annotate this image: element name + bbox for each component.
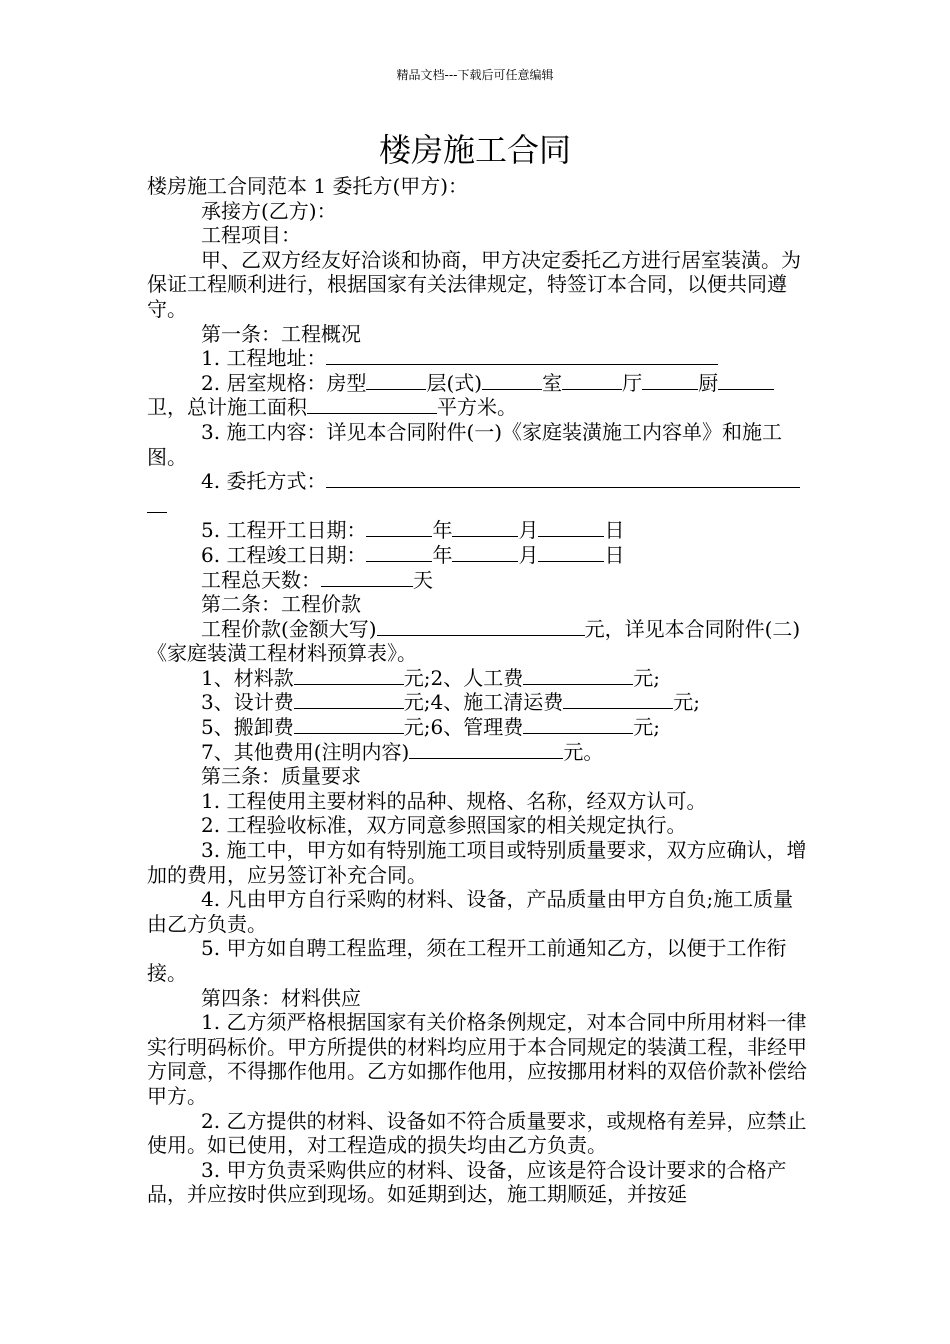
other-fee-blank[interactable] (409, 740, 563, 759)
end-date-label: 6. 工程竣工日期： (201, 542, 367, 567)
price-line (147, 617, 812, 666)
start-date-line (147, 518, 812, 543)
commission-method-line (147, 469, 812, 518)
party-a-line: 楼房施工合同范本 1 委托方(甲方)： (147, 174, 469, 198)
bath-blank[interactable] (742, 371, 774, 390)
room-label: 室 (542, 370, 563, 395)
labor-fee-label: 元;2、人工费 (403, 665, 524, 690)
header-note: 精品文档---下载后可任意编辑 (396, 68, 554, 82)
yuan-unit: 元; (673, 690, 700, 715)
fee-line-4 (147, 740, 812, 765)
room-spec-line (147, 371, 812, 420)
other-fee-label: 7、其他费用(注明内容) (201, 739, 410, 764)
work-content-line: 3. 施工内容：详见本合同附件(一)《家庭装潢施工内容单》和施工图。 (147, 419, 783, 469)
kitchen-blank[interactable] (718, 371, 742, 390)
article-1-heading: 第一条：工程概况 (201, 321, 361, 346)
article-2-heading: 第二条：工程价款 (201, 592, 361, 617)
day-label: 日 (604, 542, 625, 567)
yuan-unit: 元; (633, 665, 660, 690)
room-spec-label: 2. 居室规格：房型 (201, 370, 367, 395)
article-4-heading: 第四条：材料供应 (201, 985, 361, 1010)
design-fee-label: 3、设计费 (201, 690, 294, 715)
quality-item-1: 1. 工程使用主要材料的品种、规格、名称，经双方认可。 (201, 788, 707, 813)
end-day-blank[interactable] (538, 543, 604, 562)
area-label: 卫，总计施工面积 (147, 395, 307, 420)
room-type-blank[interactable] (366, 371, 426, 390)
material-item-3: 3. 甲方负责采购供应的材料、设备，应该是符合设计要求的合格产品，并应按时供应到现场。如延期到达，施工期顺延，并按延 (147, 1157, 787, 1207)
material-fee-label: 1、材料款 (201, 665, 294, 690)
document-title: 楼房施工合同 (378, 131, 571, 169)
end-year-blank[interactable] (366, 543, 432, 562)
total-days-line (147, 568, 812, 593)
start-year-blank[interactable] (366, 518, 432, 537)
material-item-1: 1. 乙方须严格根据国家有关价格条例规定，对本合同中所用材料一律实行明码标价。甲方所提供的材料均应用于本合同规定的装潢工程，非经甲方同意，不得挪作他用。乙方如挪作他用，应按挪用材料的双倍价款补偿给甲方。 (147, 1010, 807, 1108)
area-blank[interactable] (307, 395, 437, 414)
yuan-unit: 元; (633, 715, 660, 740)
quality-item-5: 5. 甲方如自聘工程监理，须在工程开工前通知乙方，以便于工作衔接。 (147, 936, 787, 985)
price-note: 元，详见本合同附件(二)《家庭装潢工程材料预算表》。 (147, 616, 801, 666)
days-unit: 天 (413, 567, 433, 592)
month-label: 月 (518, 518, 539, 543)
price-label: 工程价款(金额大写) (201, 616, 377, 641)
cleanup-fee-label: 元;4、施工清运费 (403, 690, 564, 715)
design-fee-blank[interactable] (294, 690, 404, 709)
project-address-blank[interactable] (326, 346, 718, 365)
quality-item-4: 4. 凡由甲方自行采购的材料、设备，产品质量由甲方自负;施工质量由乙方负责。 (147, 887, 794, 936)
management-fee-blank[interactable] (523, 715, 633, 734)
material-item-2: 2. 乙方提供的材料、设备如不符合质量要求，或规格有差异，应禁止使用。如已使用，对工程造成的损失均由乙方负责。 (147, 1108, 807, 1158)
quality-item-2: 2. 工程验收标准，双方同意参照国家的相关规定执行。 (201, 813, 687, 838)
commission-method-blank[interactable] (326, 469, 800, 488)
fee-line-1 (147, 666, 812, 691)
end-date-line (147, 543, 812, 568)
article-3-heading: 第三条：质量要求 (201, 764, 361, 789)
project-address-label: 1. 工程地址： (201, 346, 327, 371)
area-unit: 平方米。 (437, 395, 517, 420)
material-fee-blank[interactable] (294, 666, 404, 685)
start-day-blank[interactable] (538, 518, 604, 537)
fee-line-2 (147, 690, 812, 715)
quality-item-3: 3. 施工中，甲方如有特别施工项目或特别质量要求，双方应确认，增加的费用，应另签订补充合同。 (147, 838, 807, 887)
start-month-blank[interactable] (452, 518, 518, 537)
floor-blank[interactable] (482, 371, 542, 390)
total-days-label: 工程总天数： (201, 567, 321, 592)
year-label: 年 (432, 542, 453, 567)
intro-paragraph: 甲、乙双方经友好洽谈和协商，甲方决定委托乙方进行居室装潢。为保证工程顺利进行，根据国家有关法律规定，特签订本合同，以便共同遵守。 (147, 247, 801, 321)
management-fee-label: 元;6、管理费 (403, 715, 524, 740)
total-days-blank[interactable] (321, 568, 413, 587)
price-blank[interactable] (377, 617, 585, 636)
day-label: 日 (604, 518, 625, 543)
labor-fee-blank[interactable] (523, 666, 633, 685)
floor-label: 层(式) (426, 370, 483, 395)
yuan-unit: 元。 (563, 739, 604, 764)
end-month-blank[interactable] (452, 543, 518, 562)
cleanup-fee-blank[interactable] (563, 690, 673, 709)
project-line: 工程项目： (201, 223, 301, 248)
contract-body (147, 174, 812, 1207)
moving-fee-blank[interactable] (294, 715, 404, 734)
fee-line-3 (147, 715, 812, 740)
start-date-label: 5. 工程开工日期： (201, 518, 367, 543)
commission-method-blank-cont[interactable] (147, 494, 167, 513)
kitchen-label: 厨 (698, 370, 719, 395)
hall-blank[interactable] (642, 371, 698, 390)
month-label: 月 (518, 542, 539, 567)
room-blank[interactable] (562, 371, 622, 390)
year-label: 年 (432, 518, 453, 543)
party-b-line: 承接方(乙方)： (201, 198, 337, 223)
project-address-line (147, 346, 812, 371)
moving-fee-label: 5、搬卸费 (201, 715, 294, 740)
hall-label: 厅 (622, 370, 643, 395)
commission-method-label: 4. 委托方式： (201, 469, 327, 494)
